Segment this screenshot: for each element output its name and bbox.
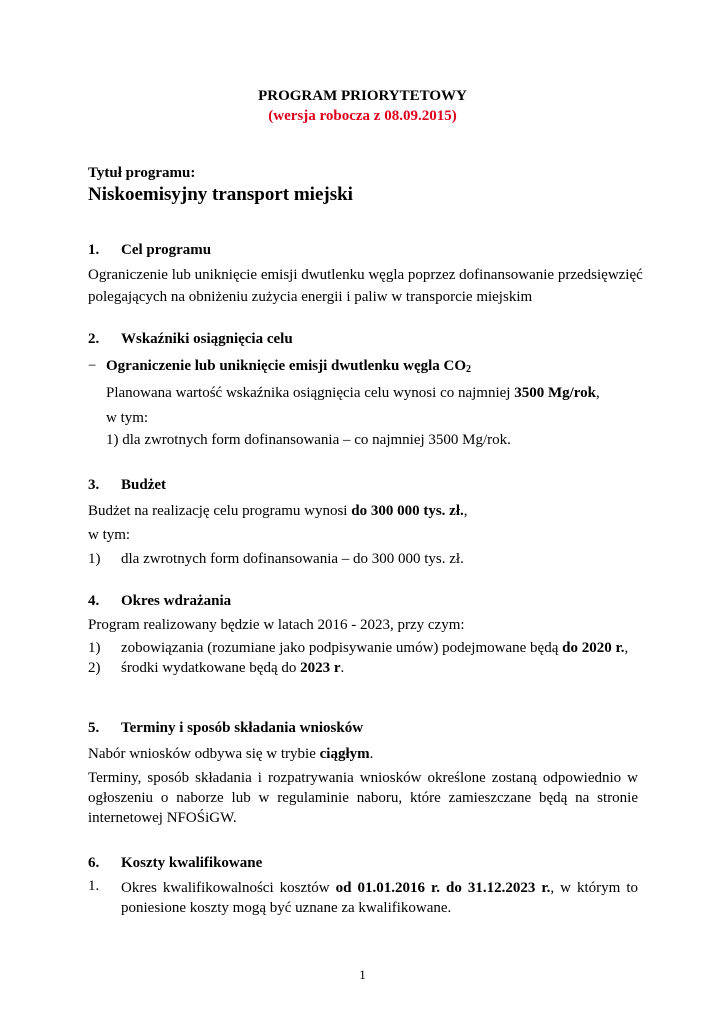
budget-item-1-number: 1)	[88, 551, 101, 567]
period-item-2-text: środki wydatkowane będą do 2023 r.	[121, 660, 345, 676]
period-item-2-number: 2)	[88, 660, 101, 676]
costs-item-1-text: Okres kwalifikowalności kosztów od 01.01.2016 r. do 31.12.2023 r., w którym to poniesione koszty mogą być uznane za kwalifikowane.	[121, 880, 638, 916]
section-1-number: 1.	[88, 242, 100, 258]
program-title-label: Tytuł programu:	[88, 165, 196, 181]
budget-text: Budżet na realizację celu programu wynosi do 300 000 tys. zł.,	[88, 503, 468, 519]
budget-w-tym: w tym:	[88, 527, 131, 543]
section-1-text-line-1: Ograniczenie lub uniknięcie emisji dwutlenku węgla poprzez dofinansowanie przedsięwzięć	[88, 267, 643, 283]
section-4-number: 4.	[88, 593, 100, 609]
section-4-heading: Okres wdrażania	[121, 593, 232, 609]
program-name: Niskoemisyjny transport miejski	[88, 184, 353, 205]
section-5-number: 5.	[88, 720, 100, 736]
indicator-w-tym: w tym:	[106, 410, 149, 426]
document-version: (wersja robocza z 08.09.2015)	[268, 108, 457, 124]
indicator-dash: −	[88, 358, 97, 374]
page-number: 1	[359, 967, 366, 982]
section-3-number: 3.	[88, 477, 100, 493]
period-item-1-number: 1)	[88, 640, 101, 656]
section-6-number: 6.	[88, 855, 100, 871]
section-2-number: 2.	[88, 331, 100, 347]
application-mode: Nabór wniosków odbywa się w trybie ciągłym.	[88, 746, 374, 762]
document-title: PROGRAM PRIORYTETOWY	[258, 88, 467, 104]
budget-item-1-text: dla zwrotnych form dofinansowania – do 300 000 tys. zł.	[121, 551, 464, 567]
section-1-text-line-2: polegających na obniżeniu zużycia energii i paliw w transporcie miejskim	[88, 289, 533, 305]
indicator-target: Planowana wartość wskaźnika osiągnięcia celu wynosi co najmniej 3500 Mg/rok,	[106, 385, 600, 401]
indicator-name: Ograniczenie lub uniknięcie emisji dwutlenku węgla $CO_2$	[106, 358, 472, 375]
period-intro: Program realizowany będzie w latach 2016 - 2023, przy czym:	[88, 617, 465, 633]
section-2-heading: Wskaźniki osiągnięcia celu	[121, 331, 293, 347]
period-item-1-text: zobowiązania (rozumiane jako podpisywanie umów) podejmowane będą do 2020 r.,	[121, 640, 629, 656]
section-5-heading: Terminy i sposób składania wniosków	[121, 720, 364, 736]
indicator-item-1: 1) dla zwrotnych form dofinansowania – co najmniej 3500 Mg/rok.	[106, 432, 511, 448]
section-1-heading: Cel programu	[121, 242, 212, 258]
costs-item-1-number: 1.	[88, 878, 100, 894]
section-3-heading: Budżet	[121, 477, 166, 493]
application-terms-paragraph: Terminy, sposób składania i rozpatrywania wniosków określone zostaną odpowiednio w ogłoszeniu o naborze lub w regulaminie naboru, które zamieszczane będą na stronie internetowej NFOŚiGW.	[88, 770, 638, 826]
section-6-heading: Koszty kwalifikowane	[121, 855, 263, 871]
